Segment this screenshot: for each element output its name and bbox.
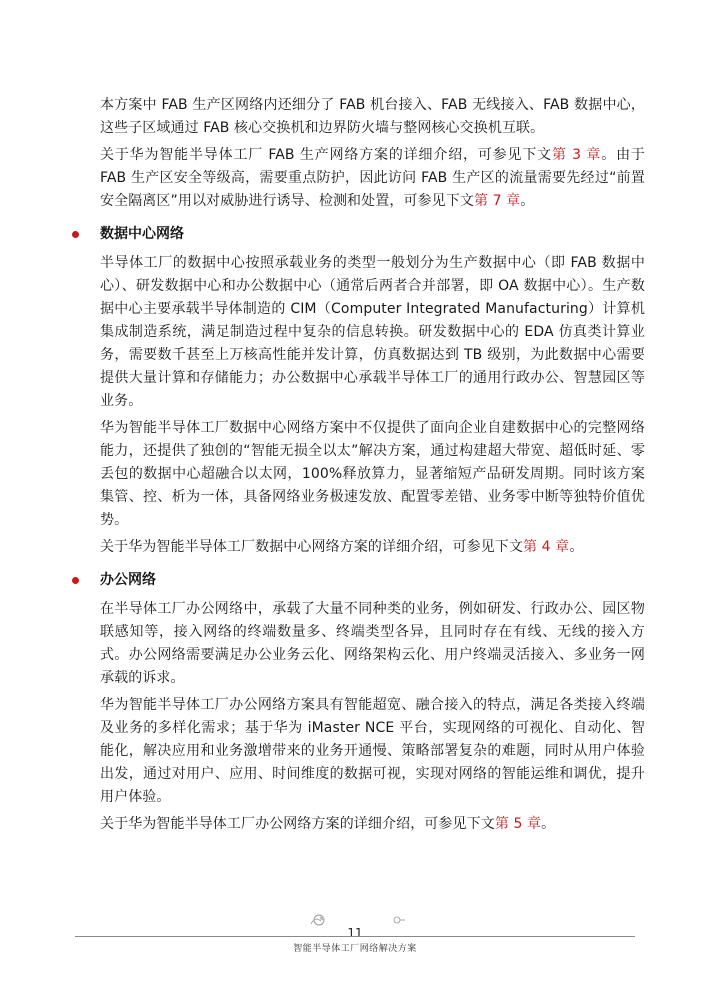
chapter-reference: 第 4 章 [523, 539, 570, 555]
paragraph-text: 华为智能半导体工厂数据中心网络方案中不仅提供了面向企业自建数据中心的完整网络能力，还提供了独创的“智能无损全以太”解决方案，通过构建超大带宽、超低时延、零丢包的数据中心超融合以太网，100%释放算力，显著缩短产品研发周期。同时该方案集管、控、析为一体，具备网络业务极速发放、配置零差错、业务零中断等独特价值优势。 [100, 420, 646, 528]
paragraph [100, 252, 645, 413]
paragraph [100, 598, 645, 690]
section-heading-text: 数据中心网络 [100, 226, 184, 242]
chapter-reference: 第 7 章 [473, 193, 521, 209]
paragraph [100, 417, 645, 532]
paragraph-text: 。由于 FAB 生产区安全等级高，需要重点防护，因此访问 FAB 生产区的流量需要先经过“前置安全隔离区”用以对威胁进行诱导、检测和处置，可参见下文 [100, 147, 645, 209]
paragraph-text: 。 [569, 539, 584, 555]
paragraph [100, 536, 645, 559]
decorative-dot-icon [392, 915, 406, 925]
paragraph-text: 华为智能半导体工厂办公网络方案具有智能超宽、融合接入的特点，满足各类接入终端及业务的多样化需求；基于华为 iMaster NCE 平台，实现网络的可视化、自动化、智能化，解决应用和业务激增带来的业务开通慢、策略部署复杂的难题，同时从用户体验出发，通过对用户、应用、时间维度的数据可视，实现对网络的智能运维和调优，提升用户体验。 [100, 697, 645, 805]
chapter-reference: 第 5 章 [494, 816, 542, 832]
paragraph-text: 本方案中 FAB 生产区网络内还细分了 FAB 机台接入、FAB 无线接入、FAB 数据中心，这些子区域通过 FAB 核心交换机和边界防火墙与整网核心交换机互联。 [100, 97, 645, 136]
footer-title: 智能半导体工厂网络解决方案 [293, 944, 417, 954]
paragraph [100, 144, 645, 213]
section-heading [100, 223, 645, 246]
footer-divider [75, 936, 635, 937]
chapter-reference: 第 3 章 [552, 147, 602, 163]
paragraph [100, 94, 645, 140]
page-number: 11 [347, 926, 363, 940]
paragraph-text: 关于华为智能半导体工厂办公网络方案的详细介绍，可参见下文 [100, 816, 495, 832]
paragraph-text: 。 [520, 193, 535, 209]
document-body [100, 94, 645, 838]
section-heading-text: 办公网络 [100, 572, 156, 588]
paragraph-text: 半导体工厂的数据中心按照承载业务的类型一般划分为生产数据中心（即 FAB 数据中心）、研发数据中心和办公数据中心（通常后两者合并部署，即 OA 数据中心）。生产数据中心主要承载半导体制造的 CIM（Computer Integrated Manufacturing）计算机集成制造系统，满足制造过程中复杂的信息转换。研发数据中心的 EDA 仿真类计算业务，需要数千甚至上万核高性能并发计算，仿真数据达到 TB 级别，为此数据中心需要提供大量计算和存储能力；办公数据中心承载半导体工厂的通用行政办公、智慧园区等业务。 [100, 255, 645, 409]
paragraph-text: 关于华为智能半导体工厂数据中心网络方案的详细介绍，可参见下文 [100, 539, 523, 555]
paragraph-text: 。 [541, 816, 556, 832]
section-heading [100, 569, 645, 592]
paragraph-text: 在半导体工厂办公网络中，承载了大量不同种类的业务，例如研发、行政办公、园区物联感知等，接入网络的终端数量多、终端类型各异，且同时存在有线、无线的接入方式。办公网络需要满足办公业务云化、网络架构云化、用户终端灵活接入、多业务一网承载的诉求。 [100, 601, 645, 686]
paragraph [100, 694, 645, 809]
paragraph [100, 813, 645, 836]
paragraph-text: 关于华为智能半导体工厂 FAB 生产网络方案的详细介绍，可参见下文 [100, 147, 552, 163]
bullet-icon [72, 231, 79, 238]
bullet-icon [72, 577, 79, 584]
